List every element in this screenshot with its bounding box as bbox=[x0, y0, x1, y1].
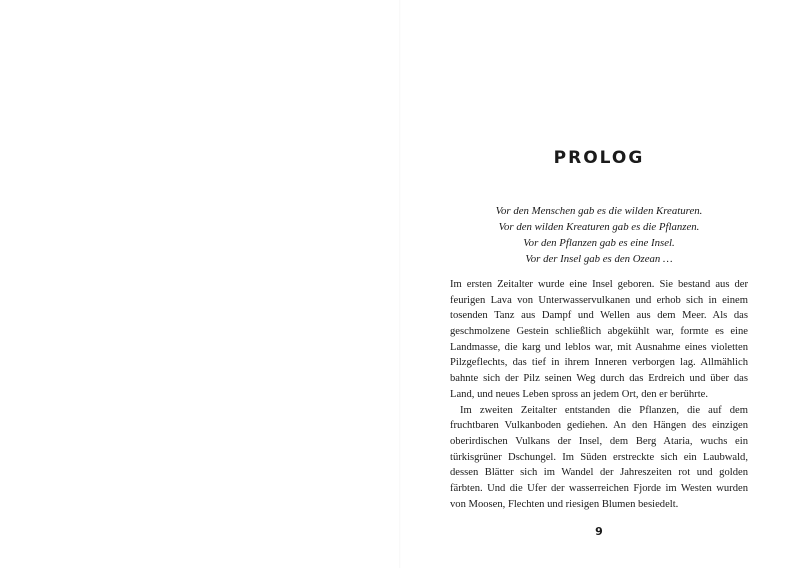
body-text bbox=[450, 277, 748, 512]
text-line: Im ersten Zeitalter wurde eine Insel geboren. Sie bestand aus der bbox=[450, 279, 748, 290]
text-line: fruchtbaren Vulkanboden gediehen. An den Hängen des einzigen bbox=[450, 420, 748, 432]
text-line: feurigen Lava von Unterwasservulkanen und erhob sich in einem bbox=[450, 294, 748, 306]
text-line: Landmasse, die karg und leblos war, mit Ausnahme eines violetten bbox=[450, 341, 748, 353]
paragraph-1 bbox=[450, 277, 748, 403]
text-line: türkisgrüner Dschungel. Im Süden erstreckte sich ein Laubwald, bbox=[450, 451, 748, 463]
text-line: geschmolzene Gestein schließlich abgekühlt war, formte es eine bbox=[450, 326, 748, 338]
epigraph-line: Vor den Menschen gab es die wilden Kreaturen. bbox=[495, 205, 703, 217]
chapter-title: PROLOG bbox=[553, 148, 645, 168]
epigraph-line: Vor den wilden Kreaturen gab es die Pflanzen. bbox=[498, 221, 700, 233]
right-page bbox=[450, 0, 748, 568]
page-number: 9 bbox=[595, 525, 603, 538]
epigraph bbox=[450, 203, 748, 267]
epigraph-line: Vor den Pflanzen gab es eine Insel. bbox=[523, 237, 675, 249]
page-gutter bbox=[399, 0, 401, 568]
text-line: bahnte sich der Pilz seinen Weg durch das Erdreich und über das bbox=[450, 373, 748, 385]
text-line: Land, und neues Leben spross an jedem Ort, den er berührte. bbox=[450, 388, 708, 400]
epigraph-line: Vor der Insel gab es den Ozean … bbox=[525, 253, 673, 265]
paragraph-2 bbox=[450, 403, 748, 513]
text-line: Im zweiten Zeitalter entstanden die Pflanzen, die auf dem bbox=[460, 404, 748, 416]
text-line: Pilzgeflechts, das tief in ihrem Inneren verborgen lag. Allmählich bbox=[450, 357, 748, 369]
text-line: färbten. Und die Ufer der wasserreichen Fjorde im Westen wurden bbox=[450, 482, 748, 494]
text-line: dessen Blätter sich im Wandel der Jahreszeiten rot und golden bbox=[450, 467, 748, 479]
text-line: oberirdischen Vulkans der Insel, dem Berg Ataria, wuchs ein bbox=[450, 435, 748, 447]
text-line: von Moosen, Flechten und riesigen Blumen besiedelt. bbox=[450, 498, 679, 510]
text-line: tosenden Tanz aus Dampf und Wellen aus dem Meer. Als das bbox=[450, 310, 748, 322]
